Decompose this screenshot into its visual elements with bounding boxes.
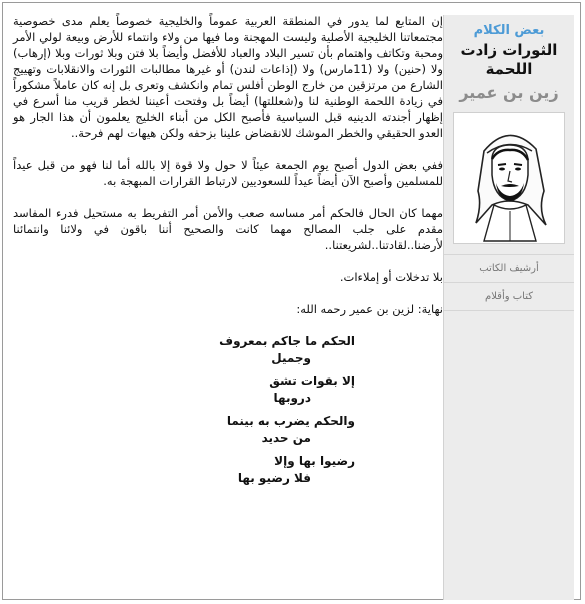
column-name[interactable]: بعض الكلام	[473, 23, 545, 38]
sidebar-header	[444, 15, 574, 102]
article-title: الثورات زادت اللحمة	[460, 41, 558, 78]
article-paragraph: بلا تدخلات أو إملاءات.	[339, 270, 443, 284]
writers-link[interactable]: كتاب وأقلام	[444, 283, 574, 311]
author-archive-link[interactable]: أرشيف الكاتب	[444, 254, 574, 283]
poem-stanza	[13, 373, 355, 407]
poem-line: من حديد	[261, 431, 311, 445]
author-photo	[453, 112, 565, 244]
sidebar	[443, 15, 574, 600]
author-name[interactable]: زين بن عمير	[459, 83, 559, 102]
page-frame	[2, 2, 581, 600]
poem-stanza	[13, 453, 355, 487]
article-paragraph: مهما كان الحال فالحكم أمر مساسه صعب والأمن أمر التفريط به مستحيل فدرء المفاسد مقدم على جلب المصالح مهما كانت والصحيح أننا باقون في ولائنا وانتمائنا لأرضنا..لقادتنا..لشريعتنا..	[13, 206, 443, 252]
poem-line: دروبها	[273, 391, 311, 405]
article-body	[13, 13, 443, 493]
poem-line: الحكم ما جاكم بمعروف	[219, 334, 355, 348]
poem-stanza	[13, 333, 355, 367]
poem-line: وجميل	[271, 351, 311, 365]
poem-line: فلا رضيو بها	[237, 471, 311, 485]
article-paragraph: إن المتابع لما يدور في المنطقة العربية عموماً والخليجية خصوصاً يعلم مدى خصوصية مجتمعاتنا الخليجية الأصلية وليست المهجنة وما فيها من ولاء وانتماء للأرض وبيعة لولي الأمر ومحبة وتكاتف واهتمام بأن تسير البلاد والعباد للأفضل وأيضاً بلا فتن وبلا ثورات وبلا (إرهاب) ولا (حنين) ولا (11مارس) ولا (إذاعات لندن) أو غيرها مطالبات الثورات والانقلابات وتهييج الشارع من مرتزقين من خارج الوطن أفلس تمام وانكشف وتعرى بل إنه كان عاملاً مشكوراً في زيادة اللحمة الوطنية لنا و(شعللتها) أيضاً بل وفتحت أعيننا لخطر قريب منا أسرع في إظهار أجندته الدينيه قبل السياسية فأصبح الكل من أبناء الخليج يعلمون أن هذا الجار هو العدو الحقيقي والخطر الموشك للانقضاض علينا بزحفه ولكن هيهات لهم فرحة..	[13, 14, 443, 140]
poem-line: والحكم يضرب به بينما	[226, 414, 355, 428]
poem-line: إلا بقوات تشق	[269, 374, 355, 388]
poem-stanza	[13, 413, 355, 447]
author-portrait-icon	[454, 113, 564, 243]
poem-line: رضيوا بها وإلا	[274, 454, 355, 468]
poem	[13, 333, 355, 487]
article-paragraph: ففي بعض الدول أصبح يوم الجمعة عيئاً لا حول ولا قوة إلا بالله أما لنا فهو من قبل عيداً للمسلمين وأصبح الآن أيضاً عيداً للسعوديين لارتباط القرارات المبهجة به.	[13, 158, 443, 188]
closing-line: نهاية: لزين بن عمير رحمه الله:	[296, 302, 443, 316]
